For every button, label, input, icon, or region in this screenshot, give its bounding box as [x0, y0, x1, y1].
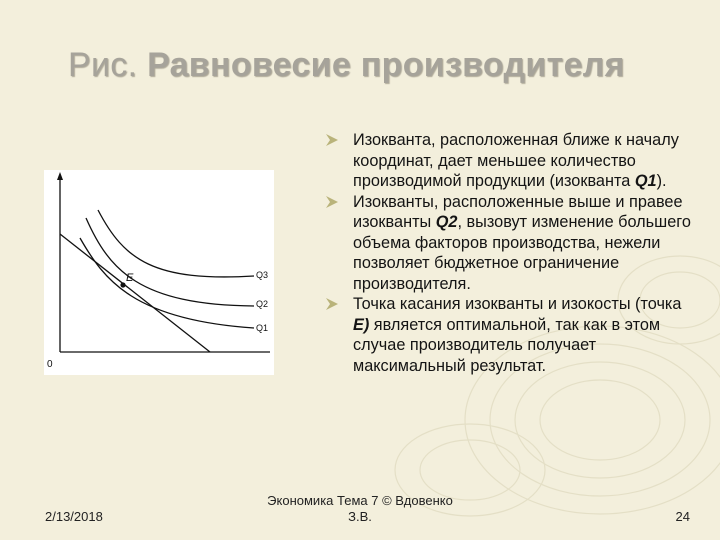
arrow-bullet-icon — [325, 297, 339, 311]
point-label: E — [126, 272, 134, 284]
origin-label: 0 — [47, 359, 53, 370]
equilibrium-diagram — [44, 170, 274, 375]
diagram-svg — [44, 170, 274, 375]
bullet-2-part-1: Изокванты, расположенные выше и правее изокванты — [353, 192, 683, 231]
footer-author-line-2: З.В. — [348, 509, 372, 524]
q2-label: Q2 — [256, 299, 269, 309]
q1-label: Q1 — [256, 323, 269, 333]
title-prefix: Рис. — [68, 46, 148, 84]
bullet-3-part-3: является оптимальной, так как в этом случае производитель получает максимальный результат. — [353, 315, 661, 375]
equilibrium-point — [120, 282, 125, 287]
bullet-list — [325, 130, 700, 376]
isoquant-q1 — [80, 238, 254, 328]
bullet-3-part-1: Точка касания изокванты и изокосты (точка — [353, 295, 682, 313]
bullet-1-part-3: ). — [656, 172, 667, 190]
bullet-2-part-2: Q2 — [435, 213, 458, 231]
bullet-1-part-2: Q1 — [634, 172, 657, 190]
footer-date: 2/13/2018 — [45, 509, 103, 524]
bullet-2-part-3: , вызовут изменение большего объема факторов производства, нежели позволяет бюджетное ограничение производителя. — [353, 213, 691, 293]
isocost-line — [60, 234, 210, 352]
bullet-item-1 — [325, 130, 700, 192]
title-bold: Равновесие производителя — [147, 46, 625, 84]
bullet-3-part-2: E) — [353, 315, 370, 334]
bullet-item-3 — [325, 294, 700, 376]
arrow-bullet-icon — [325, 195, 339, 209]
q3-label: Q3 — [256, 270, 269, 280]
footer-author-line-1: Экономика Тема 7 © Вдовенко — [267, 493, 453, 508]
y-axis-arrow-icon — [57, 172, 63, 180]
footer-author — [250, 493, 470, 525]
slide-number: 24 — [675, 509, 690, 524]
slide-title — [68, 46, 625, 85]
bullet-item-2 — [325, 192, 700, 295]
isoquant-q3 — [98, 210, 254, 277]
bullet-1-part-1: Изокванта, расположенная ближе к началу координат, дает меньшее количество производимой продукции (изокванта — [353, 131, 679, 190]
arrow-bullet-icon — [325, 133, 339, 147]
